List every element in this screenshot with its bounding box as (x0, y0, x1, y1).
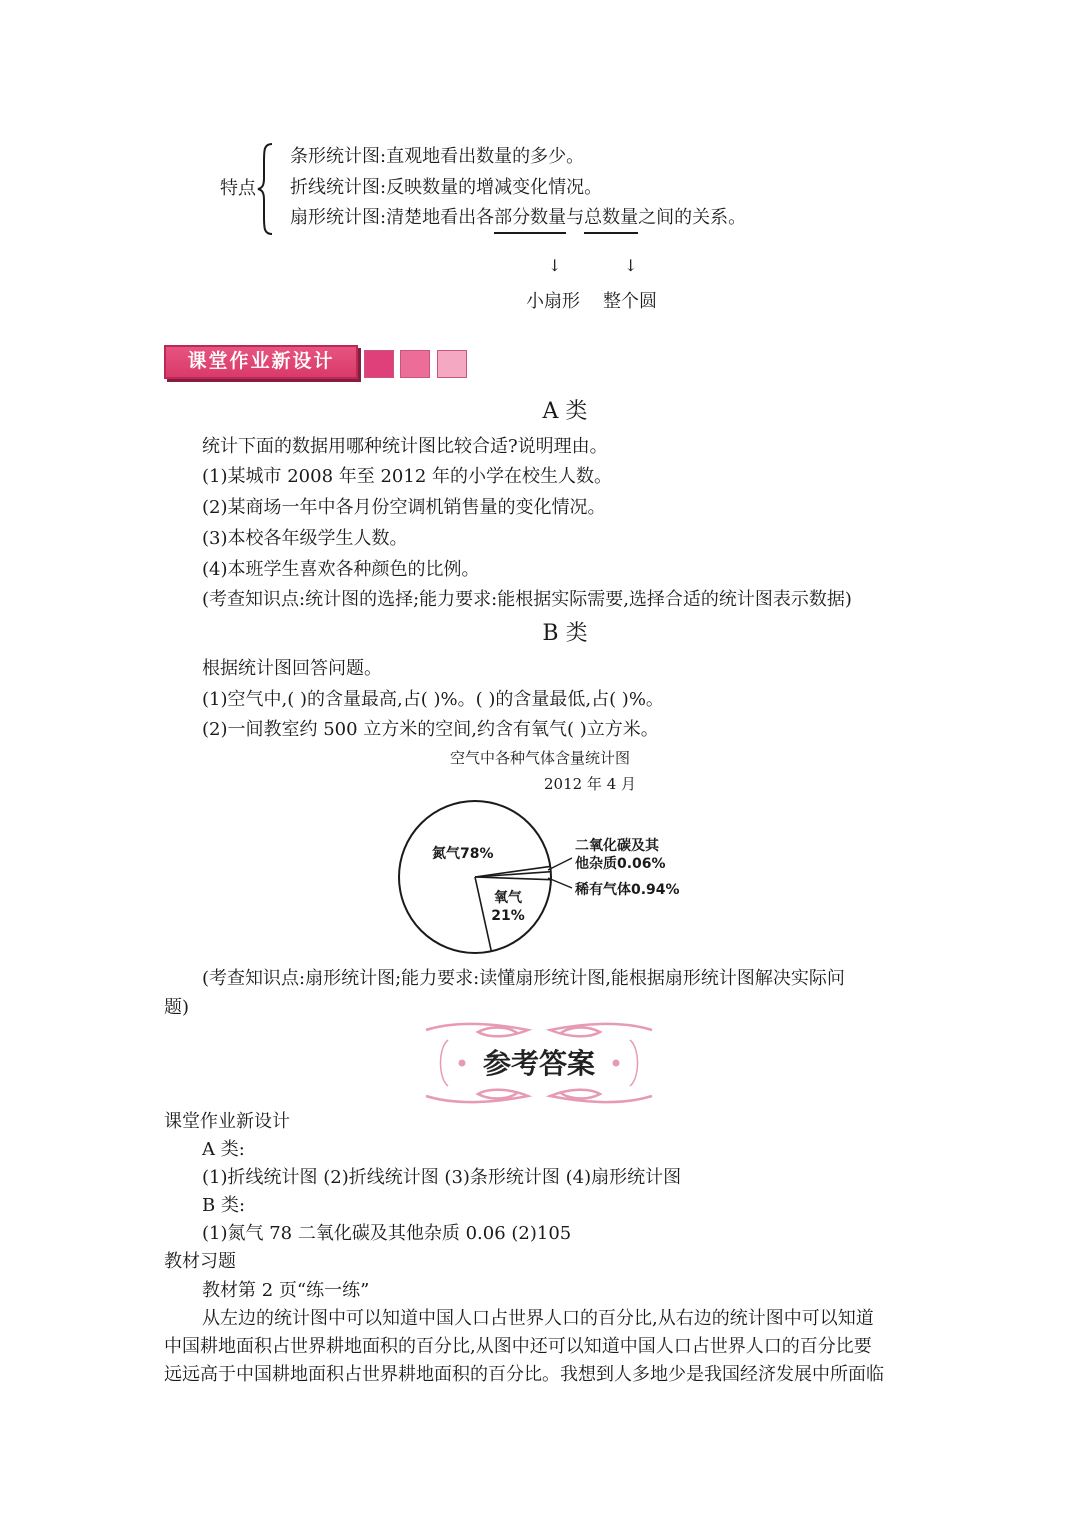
pie-label-nitrogen: 氮气78% (432, 846, 494, 862)
answers-a-label: A 类: (202, 1139, 245, 1160)
section-b-q1: (1)空气中,( )的含量最高,占( )%。( )的含量最低,占( )%。 (202, 689, 664, 710)
section-a-title: A 类 (542, 399, 588, 424)
whole-circle-label: 整个圆 (603, 291, 657, 312)
paragraph-line: 中国耕地面积占世界耕地面积的百分比,从图中还可以知道中国人口占世界人口的百分比要 (164, 1336, 872, 1357)
brace-icon (256, 142, 276, 236)
banner-square (400, 350, 430, 378)
section-a-item: (2)某商场一年中各月份空调机销售量的变化情况。 (202, 497, 606, 518)
section-a-item: (4)本班学生喜欢各种颜色的比例。 (202, 559, 480, 580)
pie-label-co2: 他杂质0.06% (575, 856, 666, 872)
section-a-item: (1)某城市 2008 年至 2012 年的小学在校生人数。 (202, 466, 612, 487)
feature-bar: 条形统计图:直观地看出数量的多少。 (290, 146, 585, 167)
chart-title: 空气中各种气体含量统计图 (449, 749, 630, 767)
textbook-ref: 教材第 2 页“练一练” (202, 1280, 370, 1301)
answers-b-label: B 类: (202, 1195, 246, 1216)
pie-label-co2: 二氧化碳及其 (575, 838, 659, 854)
arrow-down-icon: ↓ (624, 256, 638, 275)
section-b-prompt: 根据统计图回答问题。 (202, 658, 382, 679)
section-b-note: (考查知识点:扇形统计图;能力要求:读懂扇形统计图,能根据扇形统计图解决实际问 (202, 968, 845, 989)
arrow-down-icon: ↓ (548, 256, 562, 275)
pie-leader-line (548, 858, 572, 870)
answers-title: 参考答案 (482, 1047, 596, 1080)
textbook-heading: 教材习题 (164, 1251, 236, 1272)
small-sector-label: 小扇形 (526, 291, 580, 312)
feature-pie-total: 总数量 (584, 207, 638, 234)
paragraph-line: 远远高于中国耕地面积占世界耕地面积的百分比。我想到人多地少是我国经济发展中所面临 (164, 1364, 884, 1385)
pie-label-oxygen: 氧气 (494, 890, 522, 906)
section-b-q2: (2)一间教室约 500 立方米的空间,约含有氧气( )立方米。 (202, 719, 659, 740)
section-a-prompt: 统计下面的数据用哪种统计图比较合适?说明理由。 (202, 436, 608, 457)
chart-subtitle: 2012 年 4 月 (543, 775, 637, 793)
section-a-note: (考查知识点:统计图的选择;能力要求:能根据实际需要,选择合适的统计图表示数据) (202, 589, 852, 610)
section-a-item: (3)本校各年级学生人数。 (202, 528, 408, 549)
section-b-title: B 类 (542, 621, 588, 646)
features-label: 特点 (220, 178, 256, 199)
feature-pie-part: 部分数量 (494, 207, 566, 234)
pie-label-oxygen: 21% (491, 908, 525, 924)
feature-pie-prefix: 扇形统计图:清楚地看出各 (290, 207, 495, 228)
feature-pie-mid: 与 (566, 207, 585, 228)
banner-square (437, 350, 467, 378)
feature-line: 折线统计图:反映数量的增减变化情况。 (290, 177, 603, 198)
section-b-note-cont: 题) (164, 997, 190, 1018)
pie-label-rare-gas: 稀有气体0.94% (575, 882, 680, 898)
feature-pie (290, 207, 746, 229)
answers-b: (1)氮气 78 二氧化碳及其他杂质 0.06 (2)105 (202, 1223, 572, 1244)
answers-heading: 课堂作业新设计 (164, 1111, 290, 1132)
answers-ornament (418, 1018, 660, 1108)
banner-square (364, 350, 394, 378)
answers-a: (1)折线统计图 (2)折线统计图 (3)条形统计图 (4)扇形统计图 (202, 1167, 682, 1188)
feature-pie-suffix: 之间的关系。 (638, 207, 747, 228)
paragraph-line: 从左边的统计图中可以知道中国人口占世界人口的百分比,从右边的统计图中可以知道 (202, 1308, 874, 1329)
pie-chart (380, 800, 710, 960)
section-banner: 课堂作业新设计 (164, 345, 358, 379)
